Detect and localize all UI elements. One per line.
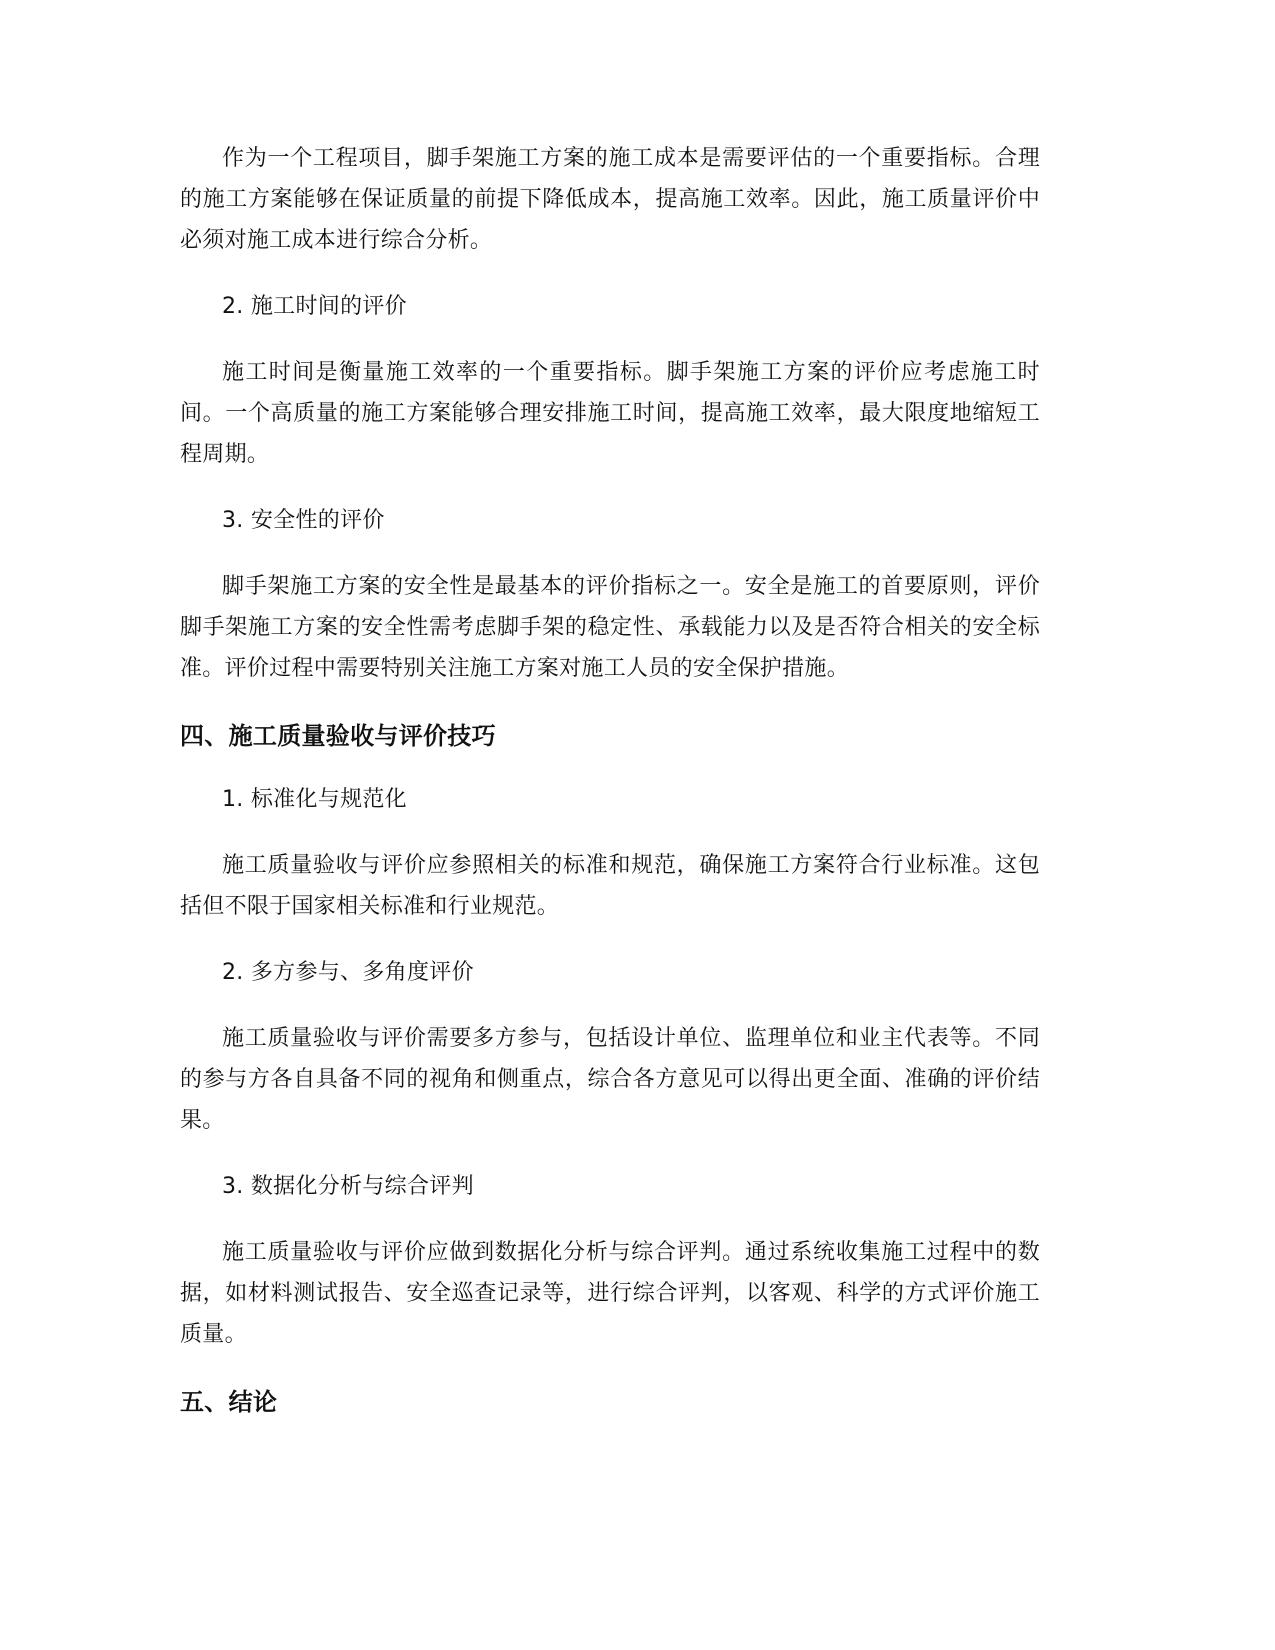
paragraph-standardization: 施工质量验收与评价应参照相关的标准和规范，确保施工方案符合行业标准。这包括但不限于国家相关标准和行业规范。 — [180, 853, 1040, 919]
paragraph-safety-evaluation: 脚手架施工方案的安全性是最基本的评价指标之一。安全是施工的首要原则，评价脚手架施工方案的安全性需考虑脚手架的稳定性、承载能力以及是否符合相关的安全标准。评价过程中需要特别关注施工方案对施工人员的安全保护措施。 — [180, 574, 1040, 681]
subheading-safety-evaluation: 3. 安全性的评价 — [222, 508, 385, 533]
subheading-standardization: 1. 标准化与规范化 — [222, 787, 407, 812]
paragraph-multi-party: 施工质量验收与评价需要多方参与，包括设计单位、监理单位和业主代表等。不同的参与方各自具备不同的视角和侧重点，综合各方意见可以得出更全面、准确的评价结果。 — [180, 1026, 1040, 1133]
subheading-data-analysis: 3. 数据化分析与综合评判 — [222, 1174, 474, 1199]
subheading-multi-party: 2. 多方参与、多角度评价 — [222, 960, 474, 985]
section-title-conclusion: 五、结论 — [180, 1388, 278, 1416]
subheading-time-evaluation: 2. 施工时间的评价 — [222, 294, 407, 319]
paragraph-time-evaluation: 施工时间是衡量施工效率的一个重要指标。脚手架施工方案的评价应考虑施工时间。一个高质量的施工方案能够合理安排施工时间，提高施工效率，最大限度地缩短工程周期。 — [180, 360, 1040, 467]
paragraph-data-analysis: 施工质量验收与评价应做到数据化分析与综合评判。通过系统收集施工过程中的数据，如材料测试报告、安全巡查记录等，进行综合评判，以客观、科学的方式评价施工质量。 — [180, 1240, 1040, 1347]
paragraph-cost-evaluation: 作为一个工程项目，脚手架施工方案的施工成本是需要评估的一个重要指标。合理的施工方案能够在保证质量的前提下降低成本，提高施工效率。因此，施工质量评价中必须对施工成本进行综合分析。 — [180, 146, 1040, 253]
document-body — [180, 138, 1040, 1445]
section-title-acceptance-techniques: 四、施工质量验收与评价技巧 — [180, 722, 496, 750]
